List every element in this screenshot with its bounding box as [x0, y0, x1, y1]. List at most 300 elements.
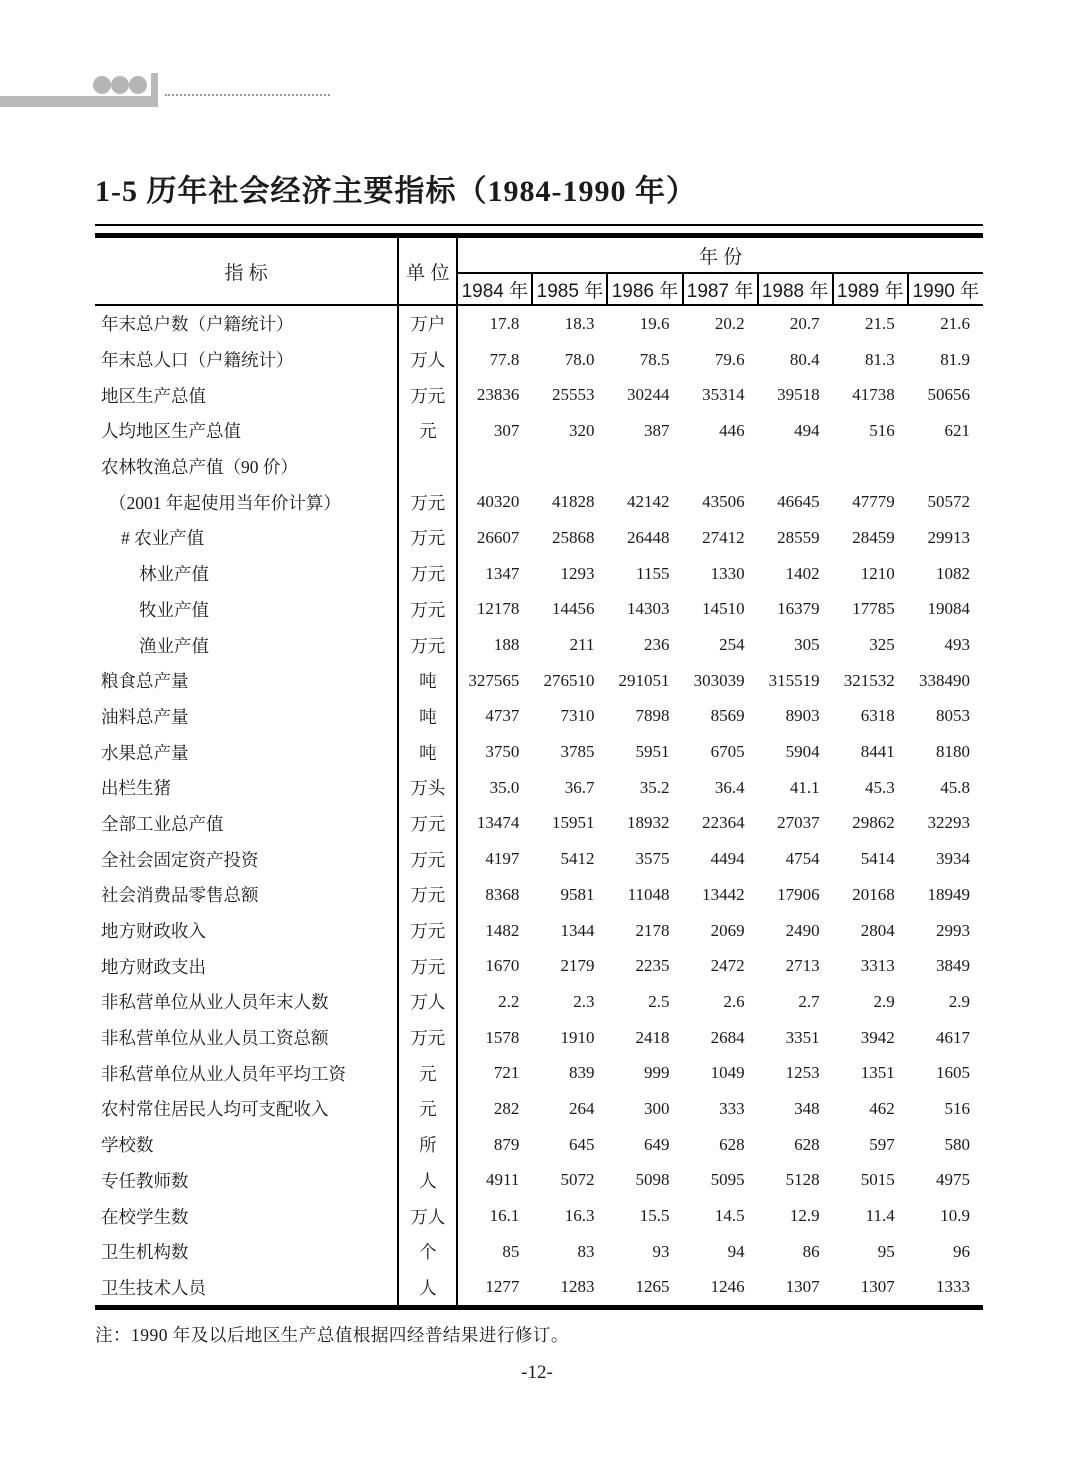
value-cell: 22364: [702, 813, 745, 833]
column-header-year: 1984 年: [457, 273, 532, 305]
value-cell: 264: [568, 1098, 595, 1118]
value-cell: 1347: [485, 563, 520, 583]
value-cell: 300: [644, 1098, 670, 1118]
value-cell: 8441: [860, 742, 895, 762]
indicator-cell: 卫生机构数: [95, 1234, 398, 1270]
value-cell: 303039: [693, 670, 745, 690]
table-row: [95, 1091, 983, 1127]
value-cell: 27037: [777, 813, 820, 833]
value-cell: 17906: [777, 884, 820, 904]
unit-cell: 万元: [398, 913, 457, 949]
value-cell: 188: [493, 635, 520, 655]
value-cell: 11048: [627, 884, 670, 904]
value-cell: 14303: [627, 599, 670, 619]
table-row: [95, 627, 983, 663]
unit-cell: 万元: [398, 520, 457, 556]
value-cell: 12178: [476, 599, 520, 619]
value-cell: 2472: [710, 956, 745, 976]
indicator-cell: 全社会固定资产投资: [95, 841, 398, 877]
value-cell: 1605: [936, 1063, 970, 1083]
column-header-indicator: 指 标: [95, 236, 398, 306]
column-header-year: 1988 年: [758, 273, 833, 305]
indicator-cell: # 农业产值: [95, 520, 398, 556]
value-cell: 387: [644, 420, 670, 440]
unit-cell: 人: [398, 1163, 457, 1199]
indicator-cell: 农村常住居民人均可支配收入: [95, 1091, 398, 1127]
value-cell: 5414: [860, 849, 895, 869]
table-row: [95, 377, 983, 413]
value-cell: 321532: [843, 670, 895, 690]
indicator-cell: 年末总户数（户籍统计）: [95, 305, 398, 342]
column-header-year: 1986 年: [607, 273, 682, 305]
value-cell: 80.4: [789, 349, 820, 369]
value-cell: 9581: [560, 884, 595, 904]
value-cell: 41828: [551, 492, 595, 512]
value-cell: 307: [493, 420, 520, 440]
indicator-cell: 社会消费品零售总额: [95, 877, 398, 913]
value-cell: 1210: [860, 563, 895, 583]
indicator-cell: 专任教师数: [95, 1163, 398, 1199]
value-cell: 93: [652, 1241, 670, 1261]
column-header-year-group: 年 份: [457, 236, 983, 274]
value-cell: 1670: [485, 956, 520, 976]
value-cell: 1253: [785, 1063, 820, 1083]
value-cell: 10.9: [940, 1206, 970, 1226]
value-cell: 2.9: [948, 991, 970, 1011]
value-cell: 94: [727, 1241, 745, 1261]
value-cell: 3934: [936, 849, 970, 869]
value-cell: 16379: [777, 599, 820, 619]
indicator-cell: 人均地区生产总值: [95, 413, 398, 449]
value-cell: 597: [869, 1134, 895, 1154]
value-cell: 15.5: [639, 1206, 670, 1226]
value-cell: 28559: [777, 527, 820, 547]
value-cell: 2.7: [798, 991, 820, 1011]
unit-cell: 万元: [398, 877, 457, 913]
value-cell: 78.0: [564, 349, 595, 369]
unit-cell: 万人: [398, 1198, 457, 1234]
value-cell: 18.3: [564, 313, 595, 333]
indicator-cell: 水果总产量: [95, 734, 398, 770]
unit-cell: 万元: [398, 806, 457, 842]
value-cell: 2993: [936, 920, 970, 940]
value-cell: 5951: [635, 742, 670, 762]
value-cell: 2.5: [648, 991, 670, 1011]
unit-cell: 所: [398, 1127, 457, 1163]
value-cell: 8053: [936, 706, 970, 726]
value-cell: 17.8: [489, 313, 520, 333]
value-cell: 21.6: [940, 313, 970, 333]
table-row: [95, 1127, 983, 1163]
value-cell: 276510: [543, 670, 595, 690]
indicator-cell: 在校学生数: [95, 1198, 398, 1234]
value-cell: 446: [719, 420, 745, 440]
value-cell: 1265: [635, 1277, 670, 1297]
value-cell: 95: [877, 1241, 895, 1261]
indicator-cell: 牧业产值: [95, 592, 398, 628]
decorative-bar-vertical: [151, 73, 158, 107]
unit-cell: 万元: [398, 592, 457, 628]
value-cell: 96: [953, 1241, 970, 1261]
value-cell: 47779: [852, 492, 895, 512]
value-cell: 15951: [551, 813, 595, 833]
value-cell: 13474: [476, 813, 520, 833]
value-cell: 81.9: [940, 349, 970, 369]
value-cell: [607, 449, 682, 485]
value-cell: 315519: [768, 670, 820, 690]
table-row: [95, 699, 983, 735]
value-cell: 580: [944, 1134, 970, 1154]
unit-cell: 万元: [398, 1020, 457, 1056]
value-cell: 17785: [852, 599, 895, 619]
unit-cell: 万元: [398, 377, 457, 413]
value-cell: 79.6: [714, 349, 745, 369]
value-cell: 1283: [560, 1277, 595, 1297]
indicator-cell: 农林牧渔总产值（90 价）: [95, 449, 398, 485]
unit-cell: 吨: [398, 699, 457, 735]
value-cell: 2235: [635, 956, 670, 976]
column-header-unit: 单 位: [398, 236, 457, 306]
value-cell: 338490: [919, 670, 970, 690]
unit-cell: 万人: [398, 984, 457, 1020]
value-cell: 16.1: [489, 1206, 520, 1226]
header-row-group: [95, 236, 983, 274]
value-cell: 325: [869, 635, 895, 655]
value-cell: 20168: [852, 884, 895, 904]
value-cell: 3575: [635, 849, 670, 869]
value-cell: 2.9: [873, 991, 895, 1011]
value-cell: 2713: [785, 956, 820, 976]
value-cell: 3313: [860, 956, 895, 976]
footnote: 注：1990 年及以后地区生产总值根据四经普结果进行修订。: [95, 1325, 569, 1345]
value-cell: 8569: [710, 706, 745, 726]
value-cell: 1330: [710, 563, 745, 583]
table-row: [95, 413, 983, 449]
unit-cell: 万头: [398, 770, 457, 806]
indicator-cell: 地区生产总值: [95, 377, 398, 413]
value-cell: 1307: [785, 1277, 820, 1297]
value-cell: 2.2: [498, 991, 520, 1011]
value-cell: 839: [568, 1063, 595, 1083]
value-cell: 2179: [560, 956, 595, 976]
value-cell: 1049: [710, 1063, 745, 1083]
dot-icon: [129, 76, 147, 94]
value-cell: 12.9: [789, 1206, 820, 1226]
indicators-table-wrap: [95, 224, 983, 1310]
indicator-cell: 非私营单位从业人员工资总额: [95, 1020, 398, 1056]
value-cell: 81.3: [864, 349, 895, 369]
indicator-cell: 学校数: [95, 1127, 398, 1163]
value-cell: 7310: [560, 706, 595, 726]
table-row: [95, 770, 983, 806]
value-cell: 2.3: [573, 991, 595, 1011]
value-cell: 3750: [485, 742, 520, 762]
table-row: [95, 449, 983, 485]
value-cell: 18932: [627, 813, 670, 833]
value-cell: 879: [493, 1134, 520, 1154]
value-cell: 516: [944, 1098, 970, 1118]
table-row: [95, 484, 983, 520]
unit-cell: 万户: [398, 305, 457, 342]
table-row: [95, 663, 983, 699]
value-cell: 621: [944, 420, 970, 440]
value-cell: 43506: [702, 492, 745, 512]
table-row: [95, 1055, 983, 1091]
value-cell: 85: [502, 1241, 520, 1261]
value-cell: 2178: [635, 920, 670, 940]
value-cell: 628: [794, 1134, 820, 1154]
value-cell: 305: [794, 635, 820, 655]
unit-cell: 元: [398, 413, 457, 449]
value-cell: 21.5: [864, 313, 895, 333]
value-cell: 30244: [627, 385, 670, 405]
value-cell: 46645: [777, 492, 820, 512]
value-cell: 1155: [636, 563, 670, 583]
value-cell: 41738: [852, 385, 895, 405]
unit-cell: 人: [398, 1270, 457, 1308]
value-cell: 8180: [936, 742, 970, 762]
value-cell: 2490: [785, 920, 820, 940]
value-cell: 25553: [551, 385, 595, 405]
value-cell: 5072: [560, 1170, 595, 1190]
page-title: 1-5 历年社会经济主要指标（1984-1990 年）: [95, 175, 697, 209]
value-cell: 35314: [702, 385, 745, 405]
value-cell: 2.6: [723, 991, 745, 1011]
column-header-year: 1987 年: [683, 273, 758, 305]
value-cell: 1351: [860, 1063, 895, 1083]
value-cell: 35.2: [639, 777, 670, 797]
value-cell: 5412: [560, 849, 595, 869]
value-cell: 494: [794, 420, 820, 440]
value-cell: 26607: [476, 527, 520, 547]
value-cell: 77.8: [489, 349, 520, 369]
value-cell: 1402: [785, 563, 820, 583]
value-cell: 36.7: [564, 777, 595, 797]
value-cell: 6318: [860, 706, 895, 726]
value-cell: 2069: [710, 920, 745, 940]
indicator-cell: 林业产值: [95, 556, 398, 592]
value-cell: 4617: [936, 1027, 970, 1047]
table-row: [95, 305, 983, 342]
value-cell: 320: [568, 420, 595, 440]
table-row: [95, 342, 983, 378]
table-row: [95, 806, 983, 842]
value-cell: 29913: [927, 527, 970, 547]
unit-cell: 万元: [398, 556, 457, 592]
value-cell: 20.7: [789, 313, 820, 333]
value-cell: 628: [719, 1134, 745, 1154]
unit-cell: 吨: [398, 734, 457, 770]
unit-cell: 元: [398, 1055, 457, 1091]
value-cell: 32293: [927, 813, 970, 833]
value-cell: 45.8: [940, 777, 970, 797]
indicator-cell: （2001 年起使用当年价计算）: [95, 484, 398, 520]
unit-cell: 万元: [398, 841, 457, 877]
value-cell: 3351: [785, 1027, 820, 1047]
value-cell: 6705: [710, 742, 745, 762]
value-cell: 8368: [485, 884, 520, 904]
value-cell: [683, 449, 758, 485]
value-cell: 16.3: [564, 1206, 595, 1226]
value-cell: 649: [644, 1134, 670, 1154]
value-cell: 50656: [927, 385, 970, 405]
value-cell: 462: [869, 1098, 895, 1118]
value-cell: 327565: [468, 670, 520, 690]
value-cell: 721: [493, 1063, 520, 1083]
table-row: [95, 1198, 983, 1234]
value-cell: 14456: [551, 599, 595, 619]
value-cell: 1333: [936, 1277, 970, 1297]
value-cell: 36.4: [714, 777, 745, 797]
value-cell: 1910: [560, 1027, 595, 1047]
value-cell: 1246: [710, 1277, 745, 1297]
dotted-line: [165, 94, 330, 96]
value-cell: 4494: [710, 849, 745, 869]
unit-cell: 万元: [398, 627, 457, 663]
value-cell: 50572: [927, 492, 970, 512]
value-cell: 211: [569, 635, 595, 655]
indicator-cell: 地方财政支出: [95, 948, 398, 984]
indicator-cell: 全部工业总产值: [95, 806, 398, 842]
value-cell: 5904: [785, 742, 820, 762]
value-cell: 28459: [852, 527, 895, 547]
value-cell: 493: [944, 635, 970, 655]
indicator-cell: 油料总产量: [95, 699, 398, 735]
value-cell: 2804: [860, 920, 895, 940]
value-cell: 4197: [485, 849, 520, 869]
unit-cell: 万元: [398, 948, 457, 984]
value-cell: 236: [644, 635, 670, 655]
value-cell: 4975: [936, 1170, 970, 1190]
indicator-cell: 出栏生猪: [95, 770, 398, 806]
value-cell: 999: [644, 1063, 670, 1083]
value-cell: 86: [802, 1241, 820, 1261]
value-cell: 11.4: [865, 1206, 895, 1226]
value-cell: 1307: [860, 1277, 895, 1297]
table-row: [95, 1020, 983, 1056]
value-cell: [908, 449, 983, 485]
value-cell: 14.5: [714, 1206, 745, 1226]
value-cell: 29862: [852, 813, 895, 833]
value-cell: 20.2: [714, 313, 745, 333]
value-cell: 645: [568, 1134, 595, 1154]
value-cell: 254: [719, 635, 745, 655]
unit-cell: 万元: [398, 484, 457, 520]
value-cell: 19084: [927, 599, 970, 619]
value-cell: 26448: [627, 527, 670, 547]
column-header-year: 1985 年: [532, 273, 607, 305]
value-cell: 78.5: [639, 349, 670, 369]
value-cell: 4911: [486, 1170, 520, 1190]
value-cell: 83: [577, 1241, 595, 1261]
decorative-bar: [0, 96, 158, 107]
value-cell: 291051: [618, 670, 670, 690]
unit-cell: [398, 449, 457, 485]
value-cell: [532, 449, 607, 485]
value-cell: 14510: [702, 599, 745, 619]
table-row: [95, 592, 983, 628]
indicator-cell: 卫生技术人员: [95, 1270, 398, 1308]
indicator-cell: 非私营单位从业人员年平均工资: [95, 1055, 398, 1091]
unit-cell: 个: [398, 1234, 457, 1270]
table-row: [95, 1270, 983, 1308]
value-cell: 1482: [485, 920, 520, 940]
value-cell: 45.3: [864, 777, 895, 797]
column-header-year: 1989 年: [833, 273, 908, 305]
table-row: [95, 734, 983, 770]
value-cell: 333: [719, 1098, 745, 1118]
indicator-cell: 渔业产值: [95, 627, 398, 663]
value-cell: [457, 449, 532, 485]
value-cell: [833, 449, 908, 485]
value-cell: 5098: [635, 1170, 670, 1190]
value-cell: 7898: [635, 706, 670, 726]
value-cell: 25868: [551, 527, 595, 547]
value-cell: 23836: [476, 385, 520, 405]
table-row: [95, 1163, 983, 1199]
value-cell: 4754: [785, 849, 820, 869]
value-cell: 3785: [560, 742, 595, 762]
unit-cell: 万人: [398, 342, 457, 378]
table-row: [95, 520, 983, 556]
indicator-cell: 年末总人口（户籍统计）: [95, 342, 398, 378]
table-row: [95, 948, 983, 984]
value-cell: 42142: [627, 492, 670, 512]
value-cell: 13442: [702, 884, 745, 904]
unit-cell: 元: [398, 1091, 457, 1127]
unit-cell: 吨: [398, 663, 457, 699]
table-row: [95, 1234, 983, 1270]
indicator-cell: 非私营单位从业人员年末人数: [95, 984, 398, 1020]
value-cell: 8903: [785, 706, 820, 726]
table-row: [95, 841, 983, 877]
indicator-cell: 粮食总产量: [95, 663, 398, 699]
value-cell: 35.0: [489, 777, 520, 797]
dot-icon: [93, 76, 111, 94]
value-cell: 348: [794, 1098, 820, 1118]
value-cell: 39518: [777, 385, 820, 405]
value-cell: [758, 449, 833, 485]
column-header-year: 1990 年: [908, 273, 983, 305]
value-cell: 5095: [710, 1170, 745, 1190]
table-row: [95, 556, 983, 592]
page-number: -12-: [521, 1362, 553, 1383]
value-cell: 19.6: [639, 313, 670, 333]
value-cell: 1277: [485, 1277, 520, 1297]
indicator-cell: 地方财政收入: [95, 913, 398, 949]
indicators-table: [95, 233, 983, 1310]
value-cell: 1082: [936, 563, 970, 583]
value-cell: 41.1: [789, 777, 820, 797]
value-cell: 2684: [710, 1027, 745, 1047]
value-cell: 3942: [860, 1027, 895, 1047]
table-row: [95, 877, 983, 913]
value-cell: 1578: [485, 1027, 520, 1047]
value-cell: 516: [869, 420, 895, 440]
value-cell: 4737: [485, 706, 520, 726]
value-cell: 5015: [860, 1170, 895, 1190]
value-cell: 282: [493, 1098, 520, 1118]
value-cell: 40320: [476, 492, 520, 512]
value-cell: 18949: [927, 884, 970, 904]
table-row: [95, 913, 983, 949]
value-cell: 1293: [560, 563, 595, 583]
value-cell: 2418: [635, 1027, 670, 1047]
table-row: [95, 984, 983, 1020]
value-cell: 27412: [702, 527, 745, 547]
dot-icon: [111, 76, 129, 94]
value-cell: 3849: [936, 956, 970, 976]
